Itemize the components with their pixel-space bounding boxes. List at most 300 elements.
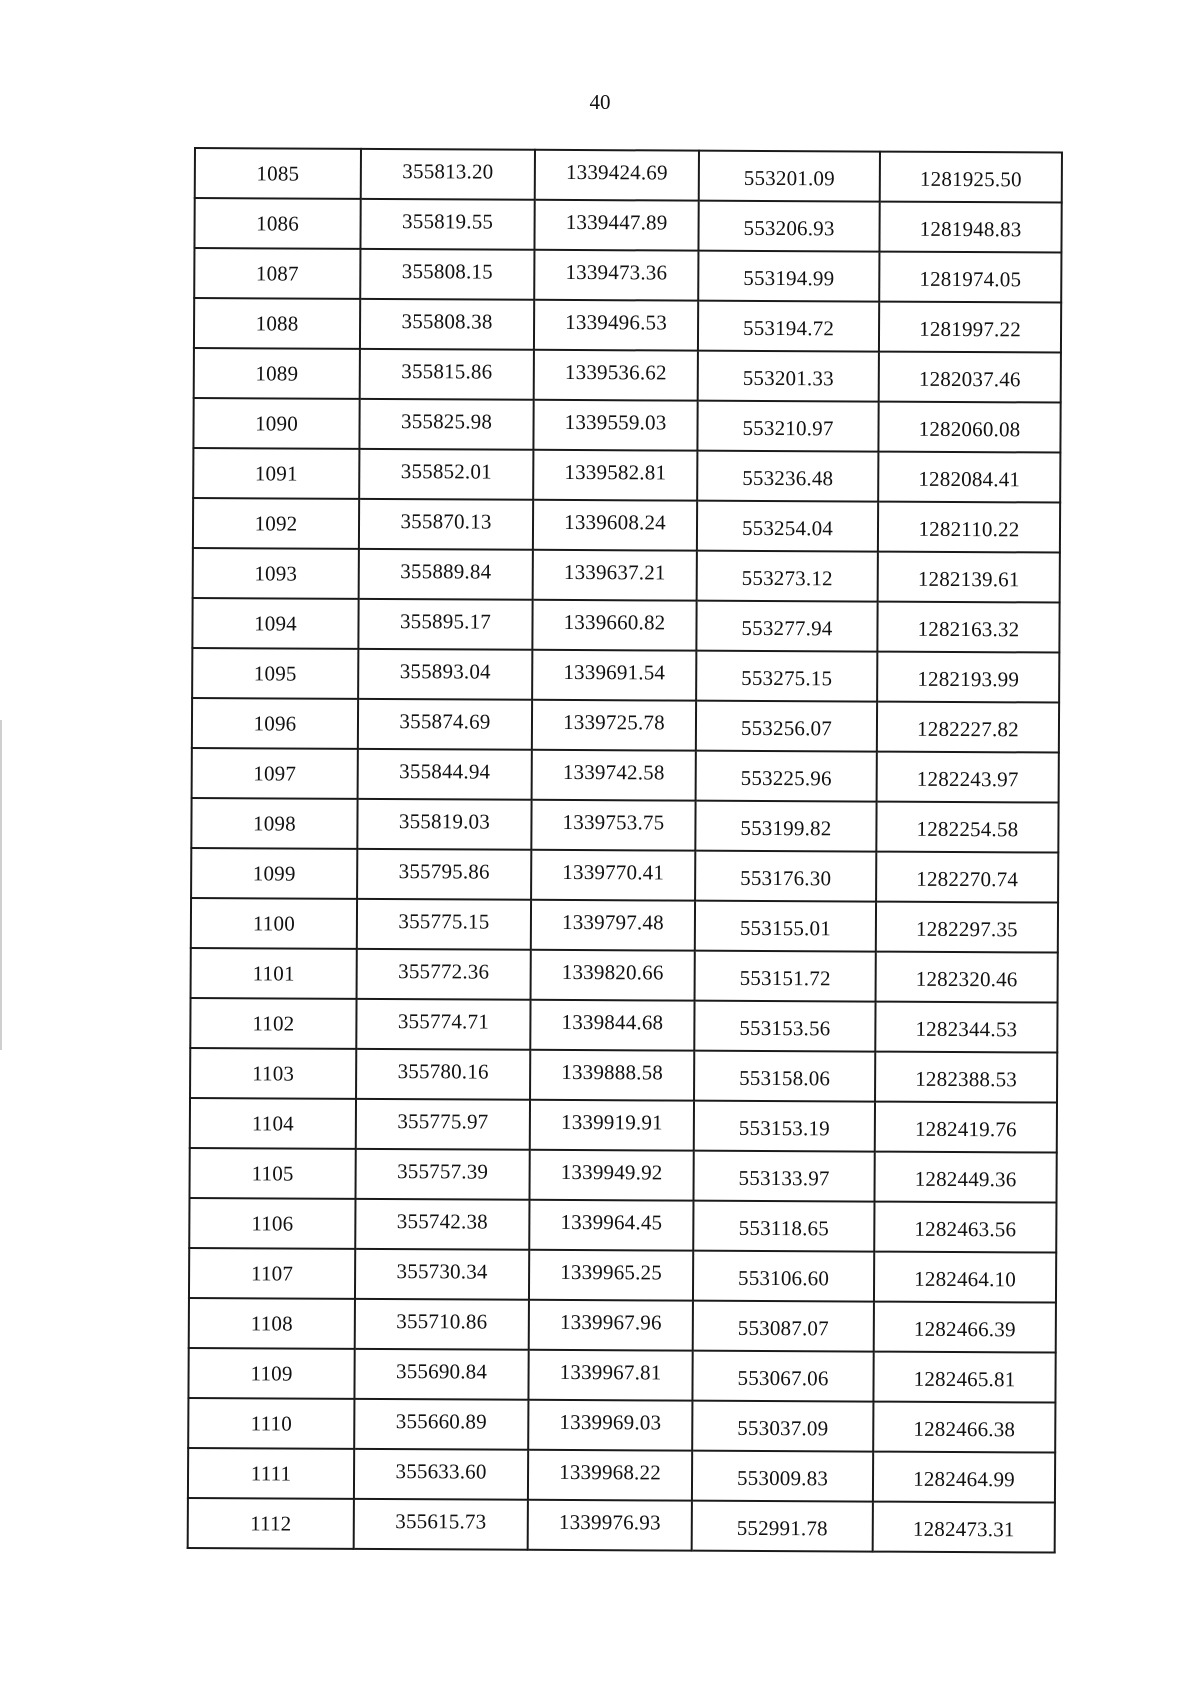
cell-value: 1104 [251, 1110, 294, 1136]
coord-x1-cell [356, 1049, 530, 1100]
cell-value: 355808.15 [401, 258, 493, 284]
point-number-cell [191, 898, 357, 949]
coord-y1-cell [529, 1150, 693, 1201]
table-row [194, 198, 1061, 253]
coord-x2-cell [699, 151, 880, 202]
point-number-cell [190, 1048, 356, 1099]
table-row [194, 298, 1061, 353]
coord-x1-cell [357, 849, 531, 900]
coord-x1-cell [358, 699, 532, 750]
table-row [191, 898, 1058, 953]
coord-y1-cell [528, 1500, 692, 1551]
cell-value: 1097 [253, 760, 297, 786]
cell-value: 355710.86 [396, 1308, 488, 1334]
coord-x1-cell [359, 549, 533, 600]
coord-x2-cell [695, 801, 876, 852]
coord-y2-cell [876, 952, 1058, 1003]
coord-x1-cell [360, 299, 534, 350]
coord-x2-cell [692, 1401, 873, 1452]
table-row [190, 998, 1057, 1053]
coord-y1-cell [532, 650, 696, 701]
point-number-cell [191, 948, 357, 999]
cell-value: 1281925.50 [919, 166, 1022, 191]
coord-y1-cell [530, 1000, 694, 1051]
coord-y2-cell [873, 1452, 1055, 1503]
table-row [193, 498, 1060, 553]
cell-value: 1282419.76 [914, 1116, 1017, 1141]
coord-x1-cell [357, 799, 531, 850]
coord-x2-cell [696, 751, 877, 802]
cell-value: 553194.72 [742, 315, 835, 340]
table-row [193, 398, 1060, 453]
cell-value: 355874.69 [399, 708, 491, 734]
cell-value: 355808.38 [401, 308, 493, 334]
coord-y2-cell [875, 1102, 1057, 1153]
cell-value: 1095 [253, 660, 297, 686]
cell-value: 1339919.91 [560, 1109, 663, 1134]
coord-x2-cell [698, 301, 879, 352]
coord-y1-cell [529, 1250, 693, 1301]
point-number-cell [188, 1398, 354, 1449]
cell-value: 355775.97 [397, 1108, 489, 1134]
cell-value: 553206.93 [743, 215, 835, 240]
cell-value: 1339559.03 [564, 409, 667, 434]
table-row [188, 1498, 1055, 1553]
point-number-cell [190, 998, 356, 1049]
coord-y2-cell [876, 802, 1058, 853]
cell-value: 553201.09 [743, 165, 835, 190]
cell-value: 1339976.93 [558, 1509, 661, 1534]
cell-value: 1339424.69 [565, 159, 668, 184]
coord-x2-cell [696, 701, 877, 752]
coord-x1-cell [354, 1399, 528, 1450]
cell-value: 553153.56 [739, 1015, 831, 1040]
coord-x2-cell [695, 851, 876, 902]
cell-value: 553087.07 [737, 1315, 829, 1340]
point-number-cell [188, 1448, 354, 1499]
point-number-cell [191, 798, 357, 849]
cell-value: 1339742.58 [562, 759, 665, 784]
cell-value: 553037.09 [737, 1415, 829, 1440]
point-number-cell [193, 398, 359, 449]
cell-value: 1282449.36 [914, 1166, 1017, 1191]
point-number-cell [194, 248, 360, 299]
point-number-cell [192, 748, 358, 799]
table-row [188, 1398, 1055, 1453]
coord-x1-cell [360, 349, 534, 400]
cell-value: 1339496.53 [565, 309, 668, 334]
cell-value: 553256.07 [740, 715, 833, 740]
cell-value: 1112 [250, 1510, 292, 1536]
coord-y2-cell [873, 1502, 1055, 1553]
point-number-cell [194, 348, 360, 399]
table-row [189, 1148, 1056, 1203]
point-number-cell [194, 298, 360, 349]
cell-value: 355889.84 [400, 558, 492, 584]
coord-x2-cell [692, 1351, 873, 1402]
cell-value: 1339725.78 [563, 709, 665, 734]
coord-y2-cell [877, 702, 1059, 753]
point-number-cell [192, 648, 358, 699]
coord-x2-cell [693, 1301, 874, 1352]
coord-y1-cell [534, 350, 698, 401]
cell-value: 1282320.46 [915, 966, 1018, 991]
coord-x2-cell [695, 901, 876, 952]
coord-y1-cell [529, 1300, 693, 1351]
coord-y1-cell [533, 550, 697, 601]
coord-x1-cell [355, 1299, 529, 1350]
cell-value: 553151.72 [739, 965, 831, 990]
cell-value: 553158.06 [739, 1065, 831, 1090]
cell-value: 1339691.54 [563, 659, 666, 684]
cell-value: 355615.73 [395, 1508, 487, 1534]
coord-y1-cell [534, 250, 698, 301]
cell-value: 355813.20 [402, 158, 494, 184]
coord-y1-cell [531, 850, 695, 901]
table-row [192, 648, 1059, 703]
cell-value: 1092 [254, 510, 298, 536]
coord-y1-cell [534, 300, 698, 351]
coord-y2-cell [878, 502, 1060, 553]
cell-value: 1282270.74 [916, 866, 1019, 891]
table-row [190, 1048, 1057, 1103]
cell-value: 1093 [254, 560, 298, 586]
cell-value: 1339536.62 [564, 359, 667, 384]
coord-y2-cell [879, 202, 1061, 253]
cell-value: 1282464.99 [913, 1466, 1015, 1491]
coord-y1-cell [533, 500, 697, 551]
coord-y1-cell [528, 1400, 692, 1451]
cell-value: 553273.12 [741, 565, 833, 590]
coord-x2-cell [697, 401, 878, 452]
cell-value: 1107 [251, 1260, 294, 1286]
coord-x2-cell [698, 201, 879, 252]
cell-value: 355815.86 [401, 358, 493, 384]
point-number-cell [192, 598, 358, 649]
cell-value: 553176.30 [740, 865, 832, 890]
coord-y2-cell [873, 1352, 1055, 1403]
cell-value: 1282463.56 [914, 1216, 1017, 1241]
coord-y2-cell [879, 352, 1061, 403]
cell-value: 1090 [255, 410, 299, 436]
cell-value: 1339968.22 [559, 1459, 662, 1484]
coord-y1-cell [532, 700, 696, 751]
table-row [191, 948, 1058, 1003]
cell-value: 1282037.46 [918, 366, 1021, 391]
coord-y2-cell [880, 152, 1062, 203]
coord-x2-cell [695, 951, 876, 1002]
table-row [192, 598, 1059, 653]
point-number-cell [189, 1148, 355, 1199]
cell-value: 1111 [250, 1460, 292, 1486]
table-row [189, 1298, 1056, 1353]
coord-x1-cell [359, 449, 533, 500]
coord-y1-cell [532, 600, 696, 651]
coordinate-table-body [188, 148, 1062, 1553]
cell-value: 1091 [254, 460, 298, 486]
coord-y2-cell [873, 1402, 1055, 1453]
coordinate-table [187, 147, 1063, 1554]
scan-edge-mark [0, 720, 2, 1050]
cell-value: 355660.89 [395, 1408, 487, 1434]
coord-x2-cell [692, 1501, 873, 1552]
cell-value: 1339473.36 [565, 259, 668, 284]
coord-x1-cell [354, 1499, 528, 1550]
cell-value: 355690.84 [396, 1358, 488, 1384]
cell-value: 355895.17 [399, 608, 492, 634]
cell-value: 355730.34 [396, 1258, 488, 1284]
cell-value: 1339447.89 [565, 209, 668, 234]
coord-x1-cell [357, 949, 531, 1000]
coord-y1-cell [531, 950, 695, 1001]
table-row [189, 1248, 1056, 1303]
cell-value: 1282243.97 [916, 766, 1019, 791]
coord-x1-cell [358, 749, 532, 800]
cell-value: 1282473.31 [912, 1516, 1015, 1541]
table-row [192, 748, 1059, 803]
table-row [193, 548, 1060, 603]
cell-value: 1102 [252, 1010, 295, 1036]
coord-y2-cell [879, 302, 1061, 353]
point-number-cell [189, 1298, 355, 1349]
cell-value: 553254.04 [741, 515, 834, 540]
coord-x1-cell [358, 649, 532, 700]
point-number-cell [190, 1098, 356, 1149]
coord-y2-cell [877, 752, 1059, 803]
coord-x2-cell [694, 1001, 875, 1052]
cell-value: 1103 [252, 1060, 295, 1086]
coord-y2-cell [874, 1302, 1056, 1353]
cell-value: 1108 [250, 1310, 293, 1336]
cell-value: 553277.94 [741, 615, 833, 640]
point-number-cell [193, 498, 359, 549]
coord-y2-cell [874, 1252, 1056, 1303]
cell-value: 1339753.75 [562, 809, 665, 834]
coord-x2-cell [696, 651, 877, 702]
cell-value: 1339888.58 [561, 1059, 664, 1084]
coord-y1-cell [528, 1350, 692, 1401]
cell-value: 1281997.22 [919, 316, 1021, 341]
coord-y2-cell [876, 902, 1058, 953]
coord-y2-cell [876, 852, 1058, 903]
coord-y2-cell [875, 1052, 1057, 1103]
cell-value: 1282139.61 [917, 566, 1020, 591]
cell-value: 1281948.83 [919, 216, 1022, 241]
coord-x2-cell [692, 1451, 873, 1502]
cell-value: 1282163.32 [917, 616, 1020, 641]
cell-value: 355775.15 [398, 908, 490, 934]
cell-value: 1282060.08 [918, 416, 1021, 441]
coord-y1-cell [530, 1050, 694, 1101]
cell-value: 1282227.82 [917, 716, 1019, 741]
cell-value: 553067.06 [737, 1365, 829, 1390]
coord-x2-cell [697, 451, 878, 502]
point-number-cell [192, 698, 358, 749]
cell-value: 355870.13 [400, 508, 492, 534]
coord-y2-cell [878, 402, 1060, 453]
cell-value: 355772.36 [398, 958, 490, 984]
cell-value: 1339770.41 [562, 859, 665, 884]
cell-value: 1339969.03 [559, 1409, 662, 1434]
cell-value: 1101 [252, 960, 295, 986]
coord-y1-cell [535, 150, 699, 201]
point-number-cell [194, 198, 360, 249]
cell-value: 1106 [251, 1210, 294, 1236]
cell-value: 1096 [253, 710, 297, 736]
cell-value: 553225.96 [740, 765, 832, 790]
cell-value: 355757.39 [397, 1158, 489, 1184]
table-row [189, 1198, 1056, 1253]
coord-x2-cell [694, 1101, 875, 1152]
cell-value: 553236.48 [742, 465, 834, 490]
coord-x2-cell [698, 351, 879, 402]
cell-value: 1282193.99 [917, 666, 1020, 691]
cell-value: 355852.01 [400, 458, 492, 484]
cell-value: 1339608.24 [564, 509, 666, 534]
point-number-cell [189, 1248, 355, 1299]
cell-value: 1339637.21 [563, 559, 666, 584]
table-row [192, 698, 1059, 753]
coord-x1-cell [359, 499, 533, 550]
cell-value: 355825.98 [400, 408, 493, 434]
point-number-cell [193, 548, 359, 599]
coord-x2-cell [693, 1251, 874, 1302]
coord-y1-cell [533, 400, 697, 451]
cell-value: 1282466.39 [913, 1316, 1016, 1341]
cell-value: 355819.03 [398, 808, 491, 834]
coord-x1-cell [355, 1249, 529, 1300]
table-row [194, 248, 1061, 303]
coord-x1-cell [360, 199, 534, 250]
coord-y2-cell [879, 252, 1061, 303]
coord-y1-cell [533, 450, 697, 501]
cell-value: 355795.86 [398, 858, 490, 884]
cell-value: 1110 [250, 1410, 293, 1436]
coord-y1-cell [532, 750, 696, 801]
table-row [191, 848, 1058, 903]
cell-value: 1339797.48 [562, 909, 664, 934]
coord-x1-cell [361, 149, 535, 200]
cell-value: 355780.16 [397, 1058, 489, 1084]
coord-x1-cell [354, 1449, 528, 1500]
coord-y2-cell [877, 602, 1059, 653]
coord-y1-cell [528, 1450, 692, 1501]
coord-y1-cell [531, 900, 695, 951]
point-number-cell [188, 1348, 354, 1399]
cell-value: 1281974.05 [919, 266, 1022, 291]
coord-y2-cell [874, 1152, 1056, 1203]
coord-y2-cell [878, 452, 1060, 503]
cell-value: 1086 [256, 210, 300, 236]
coord-x2-cell [693, 1201, 874, 1252]
cell-value: 1282388.53 [915, 1066, 1018, 1091]
cell-value: 1339965.25 [560, 1259, 663, 1284]
cell-value: 1339820.66 [561, 959, 664, 984]
point-number-cell [195, 148, 361, 199]
coord-x1-cell [356, 999, 530, 1050]
table-row [188, 1448, 1055, 1503]
cell-value: 1339967.81 [559, 1359, 662, 1384]
cell-value: 1282344.53 [915, 1016, 1018, 1041]
cell-value: 1339844.68 [561, 1009, 664, 1034]
cell-value: 1339660.82 [563, 609, 666, 634]
coord-x1-cell [359, 399, 533, 450]
cell-value: 1339582.81 [564, 459, 667, 484]
coord-y1-cell [534, 200, 698, 251]
coord-y2-cell [877, 652, 1059, 703]
cell-value: 1089 [255, 360, 299, 386]
coord-y2-cell [878, 552, 1060, 603]
cell-value: 355819.55 [402, 208, 494, 234]
coord-y1-cell [531, 800, 695, 851]
point-number-cell [189, 1198, 355, 1249]
table-row [191, 798, 1058, 853]
cell-value: 1282110.22 [918, 516, 1020, 541]
cell-value: 1339949.92 [560, 1159, 663, 1184]
point-number-cell [193, 448, 359, 499]
cell-value: 1282466.38 [913, 1416, 1016, 1441]
cell-value: 355893.04 [399, 658, 491, 684]
cell-value: 1094 [254, 610, 297, 636]
cell-value: 355774.71 [397, 1008, 490, 1034]
cell-value: 553275.15 [741, 665, 833, 690]
table-row [190, 1098, 1057, 1153]
cell-value: 1109 [250, 1360, 293, 1386]
point-number-cell [188, 1498, 354, 1549]
coord-x1-cell [354, 1349, 528, 1400]
cell-value: 553106.60 [737, 1265, 830, 1290]
coord-x1-cell [357, 899, 531, 950]
cell-value: 553118.65 [738, 1215, 830, 1240]
cell-value: 552991.78 [736, 1515, 828, 1540]
cell-value: 553009.83 [736, 1465, 829, 1490]
coord-x2-cell [694, 1051, 875, 1102]
coord-x1-cell [360, 249, 534, 300]
cell-value: 1339967.96 [559, 1309, 662, 1334]
cell-value: 355844.94 [399, 758, 491, 784]
cell-value: 553210.97 [742, 415, 834, 440]
cell-value: 1105 [251, 1160, 294, 1186]
cell-value: 355742.38 [396, 1208, 488, 1234]
cell-value: 1087 [255, 260, 299, 286]
coord-x2-cell [698, 251, 879, 302]
coord-x1-cell [356, 1099, 530, 1150]
cell-value: 1282084.41 [918, 466, 1021, 491]
coord-x2-cell [693, 1151, 874, 1202]
cell-value: 553194.99 [743, 265, 835, 290]
cell-value: 553201.33 [742, 365, 834, 390]
point-number-cell [191, 848, 357, 899]
cell-value: 355633.60 [395, 1458, 487, 1484]
cell-value: 553153.19 [738, 1115, 830, 1140]
cell-value: 553155.01 [739, 915, 832, 940]
coord-x2-cell [697, 551, 878, 602]
table-row [188, 1348, 1055, 1403]
cell-value: 1282297.35 [915, 916, 1018, 941]
table-row [194, 348, 1061, 403]
coord-x2-cell [697, 501, 878, 552]
cell-value: 1098 [252, 810, 296, 836]
coord-y2-cell [875, 1002, 1057, 1053]
cell-value: 1282464.10 [914, 1266, 1017, 1291]
cell-value: 1100 [252, 910, 296, 936]
cell-value: 553133.97 [738, 1165, 830, 1190]
cell-value: 1088 [255, 310, 299, 336]
cell-value: 1282465.81 [913, 1366, 1016, 1391]
coord-y1-cell [530, 1100, 694, 1151]
coord-x1-cell [355, 1149, 529, 1200]
coord-y1-cell [529, 1200, 693, 1251]
